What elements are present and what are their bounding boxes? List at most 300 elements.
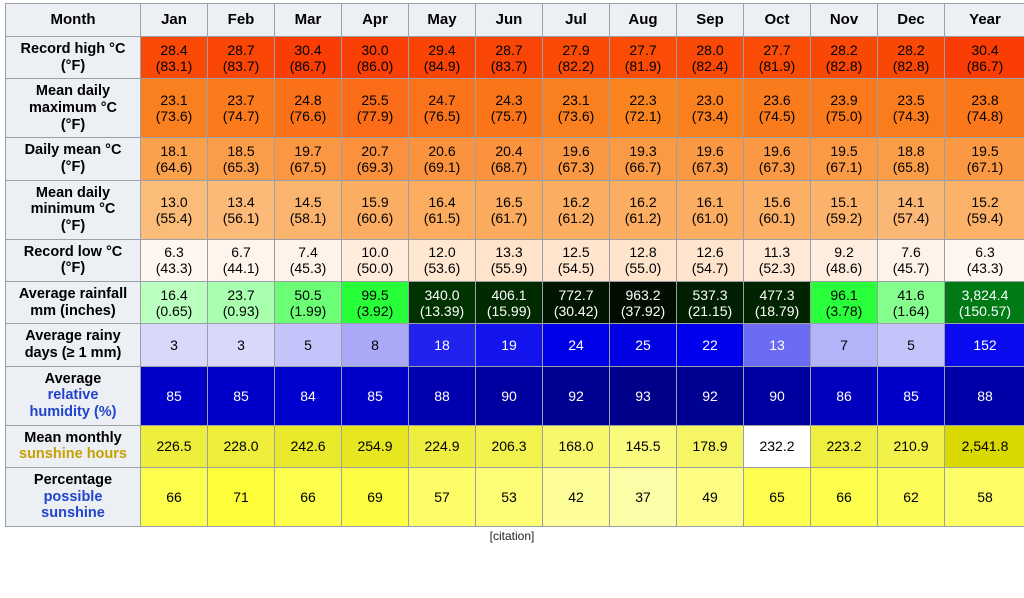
data-cell [208, 425, 275, 467]
data-cell [543, 425, 610, 467]
cell-value: 19.6 [544, 143, 608, 159]
table-row [6, 366, 1024, 425]
data-cell [208, 37, 275, 79]
cell-value: 53 [477, 489, 541, 505]
cell-value: 92 [544, 388, 608, 404]
cell-value: 13.4 [209, 194, 273, 210]
data-cell [744, 468, 811, 527]
cell-value-secondary: (57.4) [879, 210, 943, 226]
row-label-line: days (≥ 1 mm) [9, 345, 137, 362]
cell-value-secondary: (74.5) [745, 108, 809, 124]
data-cell [275, 468, 342, 527]
cell-value: 66 [142, 489, 206, 505]
row-label-line[interactable]: sunshine hours [9, 446, 137, 463]
cell-value-secondary: (48.6) [812, 260, 876, 276]
data-cell [610, 239, 677, 281]
cell-value-secondary: (74.3) [879, 108, 943, 124]
data-cell [409, 37, 476, 79]
row-label-line: Mean monthly [9, 430, 137, 447]
cell-value: 14.1 [879, 194, 943, 210]
cell-value-secondary: (67.3) [745, 159, 809, 175]
cell-value: 24 [544, 337, 608, 353]
data-cell [677, 138, 744, 180]
cell-value: 19.7 [276, 143, 340, 159]
cell-value: 85 [343, 388, 407, 404]
row-label-line: Record low °C [9, 244, 137, 261]
header-month-jul: Jul [543, 4, 610, 37]
cell-value-secondary: (61.5) [410, 210, 474, 226]
cell-value-secondary: (52.3) [745, 260, 809, 276]
cell-value: 28.0 [678, 42, 742, 58]
cell-value: 93 [611, 388, 675, 404]
cell-value: 228.0 [209, 438, 273, 454]
cell-value: 12.8 [611, 244, 675, 260]
row-label [6, 324, 141, 366]
cell-value: 57 [410, 489, 474, 505]
data-cell [878, 239, 945, 281]
cell-value: 18.8 [879, 143, 943, 159]
cell-value: 18.5 [209, 143, 273, 159]
cell-value-secondary: (37.92) [611, 303, 675, 319]
cell-value: 178.9 [678, 438, 742, 454]
cell-value-secondary: (58.1) [276, 210, 340, 226]
cell-value: 66 [812, 489, 876, 505]
climate-table [5, 3, 1024, 527]
cell-value-secondary: (55.4) [142, 210, 206, 226]
cell-value-secondary: (50.0) [343, 260, 407, 276]
cell-value: 23.9 [812, 92, 876, 108]
year-cell-value: 3,824.4 [946, 287, 1024, 303]
data-cell [878, 79, 945, 138]
cell-value-secondary: (83.7) [477, 58, 541, 74]
cell-value: 96.1 [812, 287, 876, 303]
cell-value-secondary: (45.3) [276, 260, 340, 276]
cell-value: 27.7 [611, 42, 675, 58]
cell-value: 16.1 [678, 194, 742, 210]
data-cell [878, 366, 945, 425]
cell-value: 224.9 [410, 438, 474, 454]
cell-value: 6.3 [142, 244, 206, 260]
data-cell [878, 425, 945, 467]
data-cell [543, 79, 610, 138]
cell-value-secondary: (53.6) [410, 260, 474, 276]
table-row [6, 282, 1024, 324]
data-cell [811, 282, 878, 324]
row-label [6, 37, 141, 79]
year-cell-value: 2,541.8 [946, 438, 1024, 454]
row-label [6, 366, 141, 425]
row-label [6, 180, 141, 239]
header-month-aug: Aug [610, 4, 677, 37]
data-cell [811, 468, 878, 527]
cell-value: 13 [745, 337, 809, 353]
data-cell [610, 468, 677, 527]
year-cell-value-secondary: (150.57) [946, 303, 1024, 319]
cell-value: 9.2 [812, 244, 876, 260]
cell-value-secondary: (56.1) [209, 210, 273, 226]
data-cell [208, 180, 275, 239]
data-cell [744, 366, 811, 425]
table-header-row [6, 4, 1024, 37]
data-cell [811, 239, 878, 281]
cell-value: 27.7 [745, 42, 809, 58]
data-cell [744, 138, 811, 180]
header-month-jun: Jun [476, 4, 543, 37]
cell-value-secondary: (84.9) [410, 58, 474, 74]
cell-value: 6.7 [209, 244, 273, 260]
data-cell [409, 79, 476, 138]
data-cell [811, 37, 878, 79]
data-cell [275, 282, 342, 324]
data-cell [878, 180, 945, 239]
cell-value-secondary: (60.1) [745, 210, 809, 226]
cell-value-secondary: (21.15) [678, 303, 742, 319]
cell-value-secondary: (75.0) [812, 108, 876, 124]
cell-value: 168.0 [544, 438, 608, 454]
row-label-line[interactable]: possible [9, 489, 137, 506]
row-label-line: (°F) [9, 58, 137, 75]
cell-value: 12.0 [410, 244, 474, 260]
cell-value-secondary: (76.6) [276, 108, 340, 124]
data-cell [141, 324, 208, 366]
cell-value: 16.2 [611, 194, 675, 210]
cell-value-secondary: (81.9) [611, 58, 675, 74]
cell-value: 210.9 [879, 438, 943, 454]
data-cell [409, 180, 476, 239]
cell-value-secondary: (72.1) [611, 108, 675, 124]
data-cell [677, 425, 744, 467]
cell-value: 963.2 [611, 287, 675, 303]
row-label-line: Mean daily [9, 185, 137, 202]
data-cell [811, 180, 878, 239]
data-cell [141, 37, 208, 79]
data-cell [141, 282, 208, 324]
cell-value-secondary: (73.4) [678, 108, 742, 124]
table-row [6, 324, 1024, 366]
cell-value-secondary: (77.9) [343, 108, 407, 124]
cell-value-secondary: (65.8) [879, 159, 943, 175]
cell-value: 22 [678, 337, 742, 353]
data-cell [208, 468, 275, 527]
cell-value: 19.5 [812, 143, 876, 159]
row-label [6, 138, 141, 180]
row-label-line: mm (inches) [9, 303, 137, 320]
cell-value: 477.3 [745, 287, 809, 303]
cell-value: 20.4 [477, 143, 541, 159]
cell-value: 7.4 [276, 244, 340, 260]
cell-value: 84 [276, 388, 340, 404]
data-cell [610, 37, 677, 79]
year-cell [945, 79, 1024, 138]
data-cell [275, 79, 342, 138]
cell-value-secondary: (0.93) [209, 303, 273, 319]
data-cell [744, 282, 811, 324]
row-label-line: Daily mean °C [9, 142, 137, 159]
year-cell [945, 37, 1024, 79]
data-cell [141, 180, 208, 239]
cell-value-secondary: (83.7) [209, 58, 273, 74]
cell-value: 242.6 [276, 438, 340, 454]
cell-value: 25.5 [343, 92, 407, 108]
cell-value: 18.1 [142, 143, 206, 159]
row-label [6, 79, 141, 138]
year-cell-value-secondary: (67.1) [946, 159, 1024, 175]
cell-value-secondary: (55.9) [477, 260, 541, 276]
data-cell [409, 468, 476, 527]
data-cell [476, 37, 543, 79]
year-cell-value: 58 [946, 489, 1024, 505]
cell-value: 85 [879, 388, 943, 404]
row-label-line: (°F) [9, 159, 137, 176]
cell-value: 10.0 [343, 244, 407, 260]
cell-value: 11.3 [745, 244, 809, 260]
data-cell [744, 79, 811, 138]
cell-value: 28.7 [477, 42, 541, 58]
data-cell [342, 366, 409, 425]
cell-value: 15.9 [343, 194, 407, 210]
row-label-line: (°F) [9, 218, 137, 235]
cell-value: 27.9 [544, 42, 608, 58]
row-label [6, 282, 141, 324]
data-cell [811, 138, 878, 180]
cell-value: 28.2 [879, 42, 943, 58]
data-cell [409, 239, 476, 281]
table-footnote: [citation] [0, 529, 1024, 543]
year-cell-value-secondary: (43.3) [946, 260, 1024, 276]
cell-value: 340.0 [410, 287, 474, 303]
row-label-line: Mean daily [9, 83, 137, 100]
cell-value-secondary: (54.7) [678, 260, 742, 276]
data-cell [878, 282, 945, 324]
data-cell [342, 79, 409, 138]
data-cell [610, 138, 677, 180]
header-month-label: Month [6, 4, 141, 37]
cell-value-secondary: (67.5) [276, 159, 340, 175]
cell-value: 29.4 [410, 42, 474, 58]
data-cell [208, 282, 275, 324]
data-cell [677, 282, 744, 324]
cell-value: 12.6 [678, 244, 742, 260]
cell-value: 18 [410, 337, 474, 353]
cell-value: 19 [477, 337, 541, 353]
cell-value-secondary: (67.3) [678, 159, 742, 175]
cell-value: 85 [209, 388, 273, 404]
table-row [6, 468, 1024, 527]
row-label-line: (°F) [9, 117, 137, 134]
data-cell [342, 180, 409, 239]
cell-value: 22.3 [611, 92, 675, 108]
data-cell [141, 366, 208, 425]
cell-value: 30.4 [276, 42, 340, 58]
cell-value-secondary: (74.7) [209, 108, 273, 124]
data-cell [275, 425, 342, 467]
cell-value: 71 [209, 489, 273, 505]
row-label-line: Average [9, 371, 137, 388]
header-month-feb: Feb [208, 4, 275, 37]
cell-value: 92 [678, 388, 742, 404]
cell-value-secondary: (65.3) [209, 159, 273, 175]
cell-value: 23.1 [142, 92, 206, 108]
header-month-dec: Dec [878, 4, 945, 37]
cell-value: 23.7 [209, 287, 273, 303]
cell-value: 90 [477, 388, 541, 404]
cell-value: 223.2 [812, 438, 876, 454]
data-cell [610, 366, 677, 425]
header-month-jan: Jan [141, 4, 208, 37]
row-label-line[interactable]: humidity (%) [9, 404, 137, 421]
data-cell [409, 282, 476, 324]
year-cell-value-secondary: (59.4) [946, 210, 1024, 226]
data-cell [342, 324, 409, 366]
cell-value: 254.9 [343, 438, 407, 454]
data-cell [543, 282, 610, 324]
cell-value: 12.5 [544, 244, 608, 260]
year-cell-value: 88 [946, 388, 1024, 404]
table-row [6, 79, 1024, 138]
table-row [6, 138, 1024, 180]
year-cell [945, 138, 1024, 180]
cell-value: 226.5 [142, 438, 206, 454]
cell-value: 23.5 [879, 92, 943, 108]
cell-value: 16.4 [142, 287, 206, 303]
data-cell [744, 239, 811, 281]
year-cell-value: 152 [946, 337, 1024, 353]
data-cell [208, 138, 275, 180]
year-cell [945, 239, 1024, 281]
data-cell [275, 180, 342, 239]
data-cell [610, 324, 677, 366]
data-cell [878, 324, 945, 366]
cell-value: 23.0 [678, 92, 742, 108]
data-cell [476, 180, 543, 239]
row-label-line[interactable]: sunshine [9, 505, 137, 522]
data-cell [208, 79, 275, 138]
header-year: Year [945, 4, 1024, 37]
data-cell [811, 425, 878, 467]
data-cell [543, 37, 610, 79]
data-cell [342, 282, 409, 324]
cell-value: 8 [343, 337, 407, 353]
data-cell [543, 366, 610, 425]
cell-value: 28.4 [142, 42, 206, 58]
cell-value: 19.6 [745, 143, 809, 159]
row-label [6, 468, 141, 527]
data-cell [208, 239, 275, 281]
data-cell [878, 468, 945, 527]
row-label-line: minimum °C [9, 201, 137, 218]
cell-value: 772.7 [544, 287, 608, 303]
cell-value-secondary: (82.4) [678, 58, 742, 74]
cell-value: 16.4 [410, 194, 474, 210]
cell-value: 28.7 [209, 42, 273, 58]
data-cell [744, 324, 811, 366]
data-cell [141, 138, 208, 180]
data-cell [543, 180, 610, 239]
cell-value: 14.5 [276, 194, 340, 210]
header-month-mar: Mar [275, 4, 342, 37]
cell-value: 85 [142, 388, 206, 404]
cell-value-secondary: (69.1) [410, 159, 474, 175]
cell-value-secondary: (54.5) [544, 260, 608, 276]
cell-value: 90 [745, 388, 809, 404]
data-cell [275, 37, 342, 79]
cell-value-secondary: (45.7) [879, 260, 943, 276]
data-cell [476, 366, 543, 425]
cell-value: 19.3 [611, 143, 675, 159]
table-row [6, 37, 1024, 79]
header-month-oct: Oct [744, 4, 811, 37]
cell-value-secondary: (64.6) [142, 159, 206, 175]
cell-value: 24.7 [410, 92, 474, 108]
data-cell [878, 37, 945, 79]
data-cell [342, 138, 409, 180]
cell-value: 23.1 [544, 92, 608, 108]
data-cell [543, 138, 610, 180]
cell-value-secondary: (86.7) [276, 58, 340, 74]
data-cell [476, 239, 543, 281]
data-cell [476, 425, 543, 467]
cell-value: 13.3 [477, 244, 541, 260]
cell-value-secondary: (59.2) [812, 210, 876, 226]
cell-value: 42 [544, 489, 608, 505]
data-cell [677, 366, 744, 425]
data-cell [476, 468, 543, 527]
cell-value-secondary: (60.6) [343, 210, 407, 226]
cell-value-secondary: (61.2) [611, 210, 675, 226]
data-cell [610, 282, 677, 324]
row-label-line[interactable]: relative [9, 387, 137, 404]
data-cell [610, 180, 677, 239]
header-month-nov: Nov [811, 4, 878, 37]
year-cell [945, 324, 1024, 366]
data-cell [342, 468, 409, 527]
data-cell [275, 366, 342, 425]
year-cell [945, 366, 1024, 425]
data-cell [677, 37, 744, 79]
cell-value-secondary: (82.8) [812, 58, 876, 74]
data-cell [811, 79, 878, 138]
cell-value: 3 [209, 337, 273, 353]
data-cell [208, 324, 275, 366]
cell-value-secondary: (75.7) [477, 108, 541, 124]
data-cell [208, 366, 275, 425]
cell-value-secondary: (86.0) [343, 58, 407, 74]
data-cell [744, 425, 811, 467]
data-cell [811, 366, 878, 425]
cell-value: 28.2 [812, 42, 876, 58]
cell-value-secondary: (66.7) [611, 159, 675, 175]
data-cell [409, 324, 476, 366]
cell-value: 3 [142, 337, 206, 353]
year-cell-value: 6.3 [946, 244, 1024, 260]
cell-value-secondary: (3.92) [343, 303, 407, 319]
cell-value: 20.7 [343, 143, 407, 159]
row-label-line: (°F) [9, 260, 137, 277]
cell-value: 30.0 [343, 42, 407, 58]
data-cell [476, 282, 543, 324]
data-cell [275, 239, 342, 281]
data-cell [744, 180, 811, 239]
cell-value-secondary: (55.0) [611, 260, 675, 276]
year-cell-value-secondary: (74.8) [946, 108, 1024, 124]
cell-value-secondary: (69.3) [343, 159, 407, 175]
cell-value: 5 [276, 337, 340, 353]
cell-value-secondary: (82.8) [879, 58, 943, 74]
cell-value-secondary: (73.6) [142, 108, 206, 124]
cell-value-secondary: (73.6) [544, 108, 608, 124]
cell-value-secondary: (43.3) [142, 260, 206, 276]
row-label-line: Average rainy [9, 328, 137, 345]
